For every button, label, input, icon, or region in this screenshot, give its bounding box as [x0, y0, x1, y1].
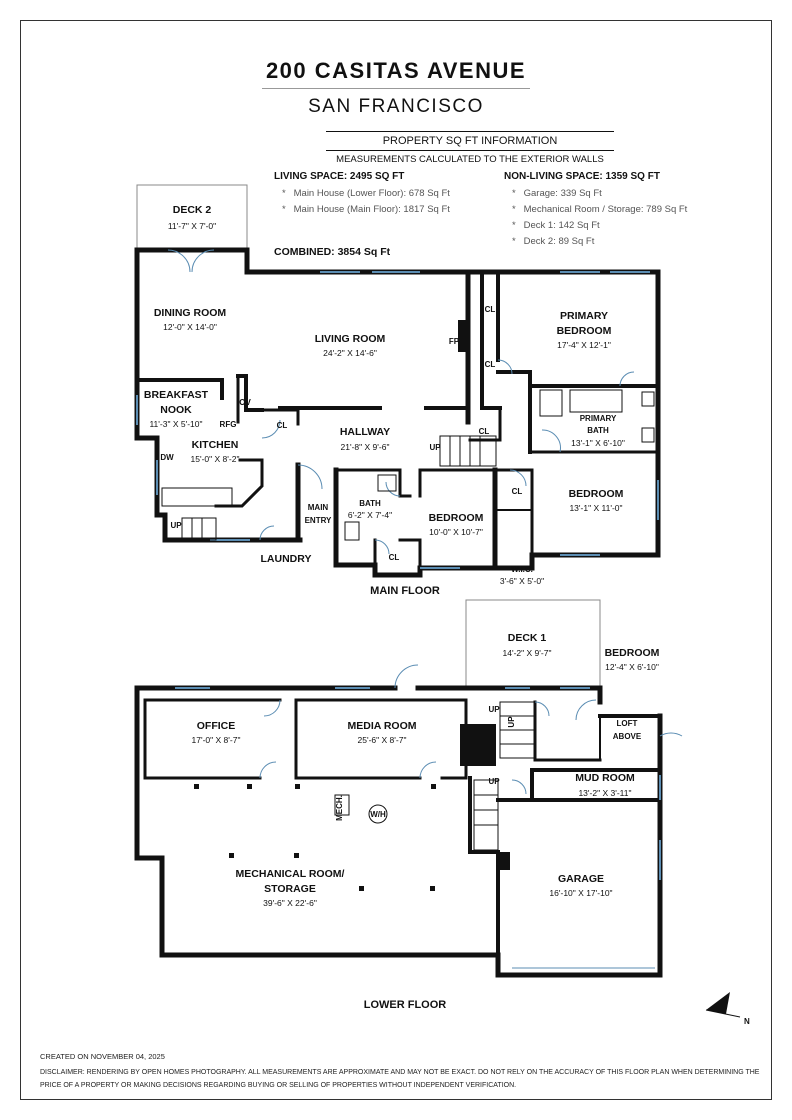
- stairs-up-tag: UP: [170, 521, 182, 530]
- office-label: OFFICE: [196, 720, 236, 732]
- lower-chimney: [460, 724, 496, 766]
- lower-floor-label: LOWER FLOOR: [363, 999, 447, 1011]
- deck2-label: DECK 2: [172, 204, 212, 216]
- kitchen-label: KITCHEN: [191, 439, 239, 451]
- mud-room-dim: 13'-2" X 3'-11": [578, 788, 632, 798]
- mechanical-room-label-2: STORAGE: [264, 883, 316, 895]
- wic-label: W.I.C.: [511, 565, 533, 574]
- hallway-label: HALLWAY: [339, 426, 391, 438]
- living-room-dim: 24'-2" X 14'-6": [323, 348, 377, 358]
- deck2-dim: 11'-7" X 7'-0": [167, 221, 217, 231]
- refrigerator-tag: RFG: [219, 420, 237, 429]
- garage-dim: 16'-10" X 17'-10": [549, 888, 613, 898]
- nonliving-item: * Deck 1: 142 Sq Ft: [512, 220, 600, 231]
- bedroom-east-label: BEDROOM: [568, 488, 624, 500]
- page-title: 200 CASITAS AVENUE: [265, 58, 527, 83]
- closet-tag: CL: [484, 360, 496, 369]
- north-arrow-icon: [706, 992, 750, 1026]
- primary-bedroom-label-2: BEDROOM: [556, 325, 612, 337]
- lower-stairs-up-tag: UP: [488, 777, 500, 786]
- lower-floor-windows: [175, 688, 660, 968]
- info-heading: PROPERTY SQ FT INFORMATION: [382, 135, 558, 147]
- hallway-dim: 21'-8" X 9'-6": [340, 442, 390, 452]
- living-space-heading: LIVING SPACE: 2495 SQ FT: [274, 171, 405, 182]
- primary-bedroom-label-1: PRIMARY: [559, 310, 609, 322]
- fireplace: [458, 320, 470, 352]
- dining-room-dim: 12'-0" X 14'-0": [163, 322, 217, 332]
- lower-column: [498, 852, 510, 870]
- mud-room-label: MUD ROOM: [575, 772, 635, 784]
- deck1-label: DECK 1: [507, 632, 547, 644]
- info-subheading: MEASUREMENTS CALCULATED TO THE EXTERIOR WALLS: [336, 154, 604, 165]
- main-floor-fixtures: [162, 390, 654, 540]
- main-floor-plan: [137, 185, 658, 575]
- dining-room-label: DINING ROOM: [153, 307, 227, 319]
- bedroom-center-label: BEDROOM: [428, 512, 484, 524]
- bath-label: BATH: [359, 499, 381, 508]
- closet-tag: CL: [478, 427, 490, 436]
- main-entry-label-1: MAIN: [307, 503, 329, 512]
- nonliving-space-heading: NON-LIVING SPACE: 1359 SQ FT: [504, 171, 660, 182]
- bedroom-center-dim: 10'-0" X 10'-7": [429, 527, 483, 537]
- kitchen-dim: 15'-0" X 8'-2": [190, 454, 240, 464]
- loft-label-2: ABOVE: [612, 732, 642, 741]
- lower-bedroom-label: BEDROOM: [604, 647, 660, 659]
- main-entry-label-2: ENTRY: [304, 516, 332, 525]
- loft-label-1: LOFT: [616, 719, 638, 728]
- primary-bath-label-1: PRIMARY: [579, 414, 617, 423]
- mech-tag: MECH.: [335, 795, 344, 821]
- bath-dim: 6'-2" X 7'-4": [347, 510, 393, 520]
- office-dim: 17'-0" X 8'-7": [191, 735, 241, 745]
- water-heater-tag: W/H: [370, 810, 386, 819]
- living-room-label: LIVING ROOM: [314, 333, 386, 345]
- created-date: CREATED ON NOVEMBER 04, 2025: [40, 1052, 165, 1061]
- mechanical-room-dim: 39'-6" X 22'-6": [263, 898, 317, 908]
- nonliving-item: * Mechanical Room / Storage: 789 Sq Ft: [512, 204, 688, 215]
- breakfast-nook-label-1: BREAKFAST: [143, 389, 209, 401]
- main-floor-label: MAIN FLOOR: [370, 585, 440, 597]
- closet-tag: CL: [388, 553, 400, 562]
- lower-stairs-up-tag: UP: [507, 716, 516, 728]
- deck1-dim: 14'-2" X 9'-7": [502, 648, 552, 658]
- garage-label: GARAGE: [557, 873, 605, 885]
- stairs-up-tag: UP: [429, 443, 441, 452]
- primary-bath-label-2: BATH: [587, 426, 609, 435]
- living-item: * Main House (Main Floor): 1817 Sq Ft: [282, 204, 450, 215]
- page-subtitle: SAN FRANCISCO: [308, 96, 484, 117]
- closet-tag: CL: [511, 487, 523, 496]
- wic-dim: 3'-6" X 5'-0": [499, 576, 545, 586]
- primary-bath-dim: 13'-1" X 6'-10": [571, 438, 625, 448]
- oven-tag: OV: [239, 398, 251, 407]
- lower-bedroom-dim: 12'-4" X 6'-10": [605, 662, 659, 672]
- mechanical-room-label-1: MECHANICAL ROOM/: [235, 868, 345, 880]
- bedroom-east-dim: 13'-1" X 11'-0": [569, 503, 623, 513]
- north-label: N: [744, 1017, 750, 1026]
- combined-sqft: COMBINED: 3854 Sq Ft: [274, 246, 391, 258]
- media-room-dim: 25'-6" X 8'-7": [357, 735, 407, 745]
- breakfast-nook-label-2: NOOK: [160, 404, 192, 416]
- closet-tag: CL: [484, 305, 496, 314]
- disclaimer-text: DISCLAIMER: RENDERING BY OPEN HOMES PHOTOGRAPHY. ALL MEASUREMENTS ARE APPROXIMATE AND MAY NOT BE EXACT. DO NOT RELY ON THE ACCURACY OF THIS FLOOR PLAN WHEN DETERMINING THE PRICE OF A PROPERTY OR MAKING DECISIONS REGARDING BUYING OR SELLING OF PROPERTIES WITHOUT INDEPENDENT VERIFICATION.: [40, 1069, 760, 1089]
- lower-stairs-up-tag: UP: [488, 705, 500, 714]
- media-room-label: MEDIA ROOM: [347, 720, 417, 732]
- laundry-label: LAUNDRY: [260, 553, 312, 565]
- breakfast-nook-dim: 11'-3" X 5'-10": [149, 419, 203, 429]
- closet-tag: CL: [276, 421, 288, 430]
- primary-bedroom-dim: 17'-4" X 12'-1": [557, 340, 611, 350]
- nonliving-item: * Deck 2: 89 Sq Ft: [512, 236, 595, 247]
- living-item: * Main House (Lower Floor): 678 Sq Ft: [282, 188, 450, 199]
- nonliving-item: * Garage: 339 Sq Ft: [512, 188, 602, 199]
- fireplace-tag: FP: [448, 337, 460, 346]
- dishwasher-tag: DW: [160, 453, 174, 462]
